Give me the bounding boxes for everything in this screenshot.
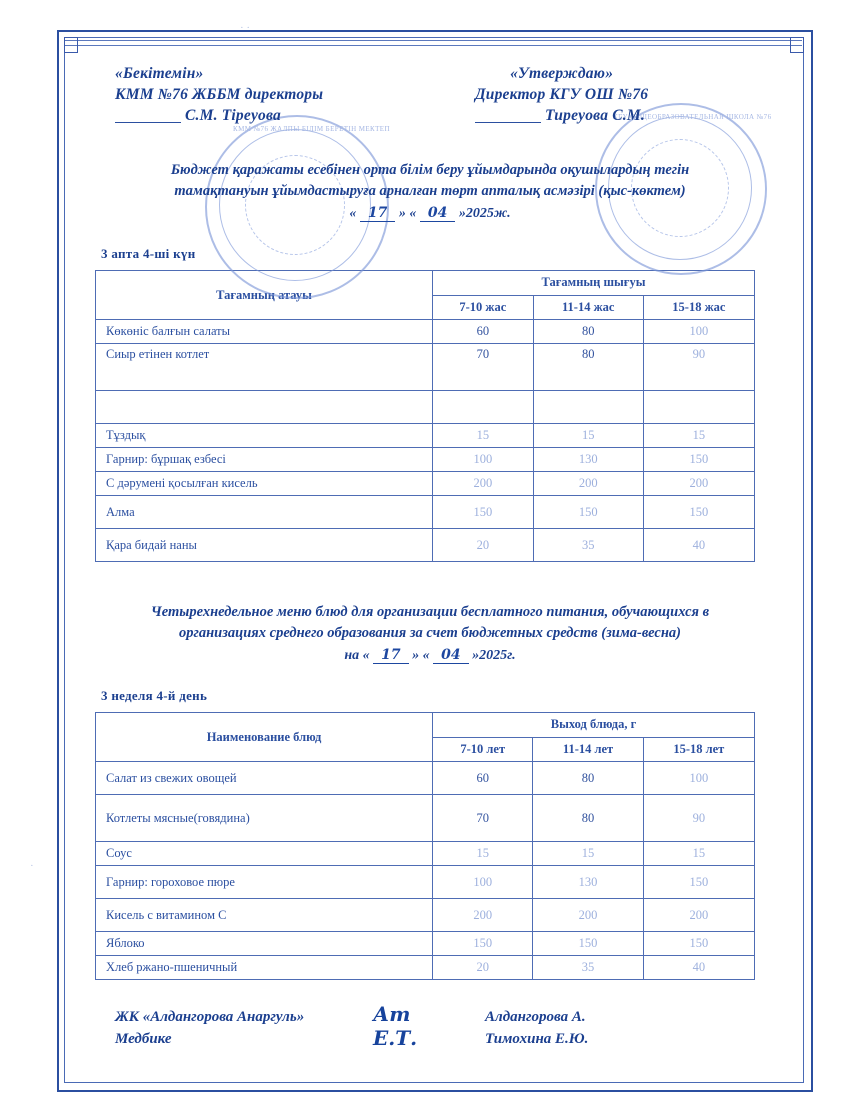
date-kz-day: 17 bbox=[360, 205, 395, 222]
approval-ru-line1: «Утверждаю» bbox=[510, 65, 614, 82]
dish-value: 15 bbox=[533, 842, 643, 866]
dish-value: 15 bbox=[643, 842, 754, 866]
dish-value: 150 bbox=[433, 496, 534, 529]
date-kz-prefix: « bbox=[349, 206, 357, 221]
handwritten-signature-1: Ат bbox=[373, 1002, 411, 1026]
title-kazakh bbox=[95, 160, 765, 224]
signature-left bbox=[115, 1006, 304, 1050]
dish-value bbox=[433, 391, 534, 424]
table-row bbox=[96, 842, 755, 866]
table-kz-age-col-0: 7-10 жас bbox=[433, 295, 534, 320]
approval-ru-line2: Директор КГУ ОШ №76 bbox=[475, 86, 649, 103]
dish-value: 20 bbox=[433, 529, 534, 562]
signature-left-line2: Медбике bbox=[115, 1031, 172, 1047]
dish-value: 130 bbox=[533, 448, 643, 472]
menu-table-russian bbox=[95, 712, 755, 980]
dish-value: 90 bbox=[643, 795, 754, 842]
table-row bbox=[96, 529, 755, 562]
dish-name: Қара бидай наны bbox=[96, 529, 433, 562]
dish-value: 15 bbox=[533, 424, 643, 448]
title-kz-line2: тамақтануын ұйымдастыруға арналған төрт апталық асмәзірі (қыс-көктем) bbox=[174, 183, 686, 199]
approval-ru-line3: Тиреуова С.М. bbox=[545, 107, 645, 124]
date-line-russian bbox=[95, 645, 765, 666]
dish-name: Хлеб ржано-пшеничный bbox=[96, 956, 433, 980]
dish-value: 150 bbox=[533, 496, 643, 529]
dish-value: 15 bbox=[433, 842, 533, 866]
dish-value: 150 bbox=[643, 496, 754, 529]
dish-name: Соус bbox=[96, 842, 433, 866]
table-ru-age-col-2: 15-18 лет bbox=[643, 737, 754, 762]
table-row-spacer bbox=[96, 391, 755, 424]
approval-kz-line1: «Бекітемін» bbox=[115, 65, 204, 82]
dish-value: 200 bbox=[643, 472, 754, 496]
dish-value: 200 bbox=[433, 472, 534, 496]
approval-kz-line3: С.М. Тіреуова bbox=[185, 107, 281, 124]
date-ru-month: 04 bbox=[433, 647, 468, 664]
scan-artifact-dot: · bbox=[30, 860, 34, 872]
signature-block bbox=[95, 1002, 765, 1076]
dish-value bbox=[643, 391, 754, 424]
dish-value: 40 bbox=[643, 956, 754, 980]
table-ru-header-dish: Наименование блюд bbox=[96, 713, 433, 762]
table-ru-age-col-1: 11-14 лет bbox=[533, 737, 643, 762]
signature-left-line1: ЖК «Алдангорова Анаргуль» bbox=[115, 1009, 305, 1025]
dish-value: 15 bbox=[643, 424, 754, 448]
dish-name: Көкөніс балғын салаты bbox=[96, 320, 433, 344]
table-kz-header-row-1 bbox=[96, 271, 755, 296]
week-label-russian: 3 неделя 4-й день bbox=[101, 688, 208, 703]
dish-value: 200 bbox=[533, 899, 643, 932]
dish-name: Тұздық bbox=[96, 424, 433, 448]
dish-value: 35 bbox=[533, 956, 643, 980]
date-ru-day: 17 bbox=[373, 647, 408, 664]
approval-kz-signature-line bbox=[115, 105, 323, 126]
dish-value: 80 bbox=[533, 795, 643, 842]
table-kz-header-dish: Тағамның атауы bbox=[96, 271, 433, 320]
table-kz-header-output: Тағамның шығуы bbox=[433, 271, 755, 296]
approval-kz-line2: КММ №76 ЖББМ директоры bbox=[115, 86, 324, 103]
dish-value: 20 bbox=[433, 956, 533, 980]
handwritten-signature bbox=[373, 1002, 473, 1054]
table-ru-age-col-0: 7-10 лет bbox=[433, 737, 533, 762]
date-kz-suffix: »2025ж. bbox=[458, 206, 511, 221]
dish-value: 150 bbox=[643, 866, 754, 899]
table-row bbox=[96, 496, 755, 529]
table-row bbox=[96, 762, 755, 795]
dish-value: 100 bbox=[643, 320, 754, 344]
dish-value: 150 bbox=[533, 932, 643, 956]
date-kz-month: 04 bbox=[420, 205, 455, 222]
dish-name: Яблоко bbox=[96, 932, 433, 956]
dish-value: 100 bbox=[433, 448, 534, 472]
scan-artifact-mark: · · bbox=[240, 22, 251, 34]
document-content bbox=[95, 55, 772, 1076]
table-row bbox=[96, 424, 755, 448]
approval-ru-signature-line bbox=[475, 105, 648, 126]
dish-value: 80 bbox=[533, 762, 643, 795]
dish-name: Кисель с витамином С bbox=[96, 899, 433, 932]
dish-value: 70 bbox=[433, 795, 533, 842]
title-ru-line1: Четырехнедельное меню блюд для организации бесплатного питания, обучающихся в bbox=[150, 604, 710, 620]
table-row bbox=[96, 899, 755, 932]
dish-value: 35 bbox=[533, 529, 643, 562]
table-row bbox=[96, 956, 755, 980]
table-kz-age-col-1: 11-14 жас bbox=[533, 295, 643, 320]
approval-block-kazakh bbox=[115, 63, 323, 126]
dish-value: 150 bbox=[643, 448, 754, 472]
dish-name: Гарнир: бұршақ езбесі bbox=[96, 448, 433, 472]
week-label-kazakh: 3 апта 4-ші күн bbox=[101, 246, 196, 261]
dish-value: 80 bbox=[533, 320, 643, 344]
dish-value: 90 bbox=[643, 344, 754, 391]
table-row bbox=[96, 932, 755, 956]
table-row bbox=[96, 448, 755, 472]
table-ru-header-output: Выход блюда, г bbox=[433, 713, 755, 738]
handwritten-signature-2: Е.Т. bbox=[373, 1026, 418, 1050]
table-ru-header-row-1 bbox=[96, 713, 755, 738]
dish-name: Котлеты мясные(говядина) bbox=[96, 795, 433, 842]
table-kz-age-col-2: 15-18 жас bbox=[643, 295, 754, 320]
stamp-left-text: КММ №76 ЖАЛПЫ БІЛІМ БЕРЕТІН МЕКТЕП bbox=[233, 125, 390, 133]
dish-name bbox=[96, 391, 433, 424]
dish-value bbox=[533, 391, 643, 424]
dish-value: 60 bbox=[433, 320, 534, 344]
frame-corner-top-left bbox=[64, 37, 78, 53]
table-row bbox=[96, 472, 755, 496]
dish-value: 200 bbox=[533, 472, 643, 496]
table-row bbox=[96, 344, 755, 391]
approval-block-russian bbox=[475, 63, 648, 126]
dish-value: 80 bbox=[533, 344, 643, 391]
dish-value: 150 bbox=[643, 932, 754, 956]
date-ru-prefix: на « bbox=[344, 648, 370, 663]
dish-value: 15 bbox=[433, 424, 534, 448]
dish-value: 70 bbox=[433, 344, 534, 391]
signature-right bbox=[485, 1006, 588, 1050]
dish-name: Салат из свежих овощей bbox=[96, 762, 433, 795]
dish-value: 100 bbox=[433, 866, 533, 899]
signature-right-line2: Тимохина Е.Ю. bbox=[485, 1031, 589, 1047]
stamp-right-text: КГУ ОБЩЕОБРАЗОВАТЕЛЬНАЯ ШКОЛА №76 bbox=[613, 113, 772, 121]
dish-value: 40 bbox=[643, 529, 754, 562]
dish-name: Гарнир: гороховое пюре bbox=[96, 866, 433, 899]
dish-value: 60 bbox=[433, 762, 533, 795]
approval-header bbox=[95, 55, 772, 160]
table-row bbox=[96, 866, 755, 899]
title-kz-line1: Бюджет қаражаты есебінен орта білім беру ұйымдарында оқушылардың тегін bbox=[170, 162, 690, 178]
date-line-kazakh bbox=[95, 203, 765, 224]
title-ru-line2: организациях среднего образования за счет бюджетных средств (зима-весна) bbox=[179, 625, 681, 641]
date-kz-mid: » « bbox=[398, 206, 417, 221]
signature-right-line1: Алдангорова А. bbox=[485, 1009, 586, 1025]
dish-value: 200 bbox=[433, 899, 533, 932]
table-row bbox=[96, 795, 755, 842]
dish-name: Алма bbox=[96, 496, 433, 529]
menu-table-kazakh bbox=[95, 270, 755, 562]
title-russian bbox=[95, 602, 765, 666]
dish-name: Сиыр етінен котлет bbox=[96, 344, 433, 391]
date-ru-mid: » « bbox=[412, 648, 430, 663]
dish-value: 100 bbox=[643, 762, 754, 795]
dish-name: С дәрумені қосылған кисель bbox=[96, 472, 433, 496]
date-ru-suffix: »2025г. bbox=[472, 648, 516, 663]
dish-value: 200 bbox=[643, 899, 754, 932]
table-row bbox=[96, 320, 755, 344]
dish-value: 150 bbox=[433, 932, 533, 956]
page-frame-top-bar bbox=[64, 40, 802, 46]
dish-value: 130 bbox=[533, 866, 643, 899]
frame-corner-top-right bbox=[790, 37, 804, 53]
